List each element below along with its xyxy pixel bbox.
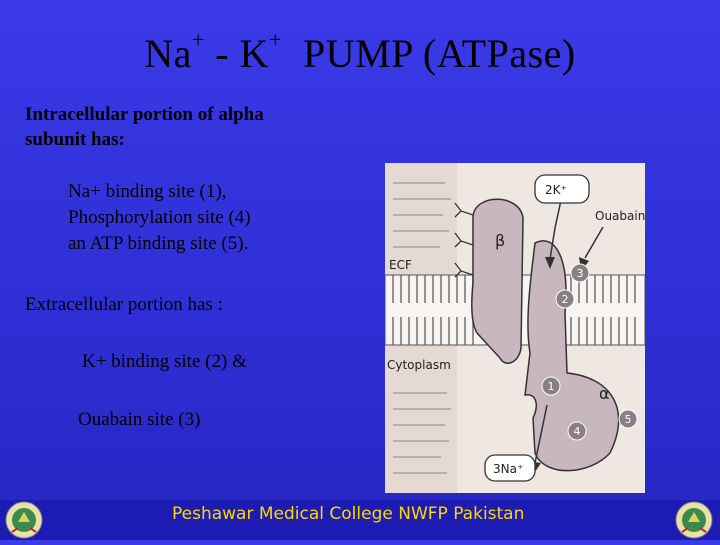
extracellular-heading: Extracellular portion has : — [25, 294, 223, 315]
title-rest: PUMP (ATPase) — [281, 31, 576, 76]
cytoplasm-label: Cytoplasm — [387, 358, 451, 372]
title-na-sup: + — [191, 26, 205, 52]
site-number-5: 5 — [624, 413, 632, 426]
intro-line-2: subunit has: — [25, 129, 125, 150]
atpase-svg — [385, 163, 645, 493]
logo-emblem-left — [4, 500, 44, 540]
title-na: Na — [144, 31, 192, 76]
beta-label: β — [495, 231, 506, 250]
k-site-text: K+ binding site (2) & — [82, 351, 247, 372]
intro-line-1: Intracellular portion of alpha — [25, 104, 264, 125]
slide-title — [0, 26, 720, 77]
ouabain-label: Ouabain — [595, 209, 645, 223]
na-label: 3Na⁺ — [493, 462, 524, 476]
alpha-label: α — [599, 384, 610, 403]
site-number-2: 2 — [561, 293, 569, 306]
college-logo-right — [674, 500, 714, 540]
site-number-1: 1 — [547, 380, 555, 393]
title-k-sup: + — [269, 26, 282, 52]
site-number-3: 3 — [576, 267, 584, 280]
k-label: 2K⁺ — [545, 183, 567, 197]
site-number-4: 4 — [573, 425, 581, 438]
college-logo-left — [4, 500, 44, 540]
ecf-label: ECF — [389, 258, 412, 272]
ouabain-site-text: Ouabain site (3) — [78, 409, 201, 430]
site-item: an ATP binding site (5). — [68, 233, 249, 254]
site-item: Na+ binding site (1), — [68, 181, 227, 202]
title-sep: - K — [204, 31, 270, 76]
site-item: Phosphorylation site (4) — [68, 207, 251, 228]
glycosylation-chains — [455, 203, 473, 277]
logo-emblem-right — [674, 500, 714, 540]
atpase-diagram — [385, 163, 645, 493]
footer-text: Peshawar Medical College NWFP Pakistan — [172, 504, 525, 524]
ouabain-arrow — [585, 227, 603, 258]
